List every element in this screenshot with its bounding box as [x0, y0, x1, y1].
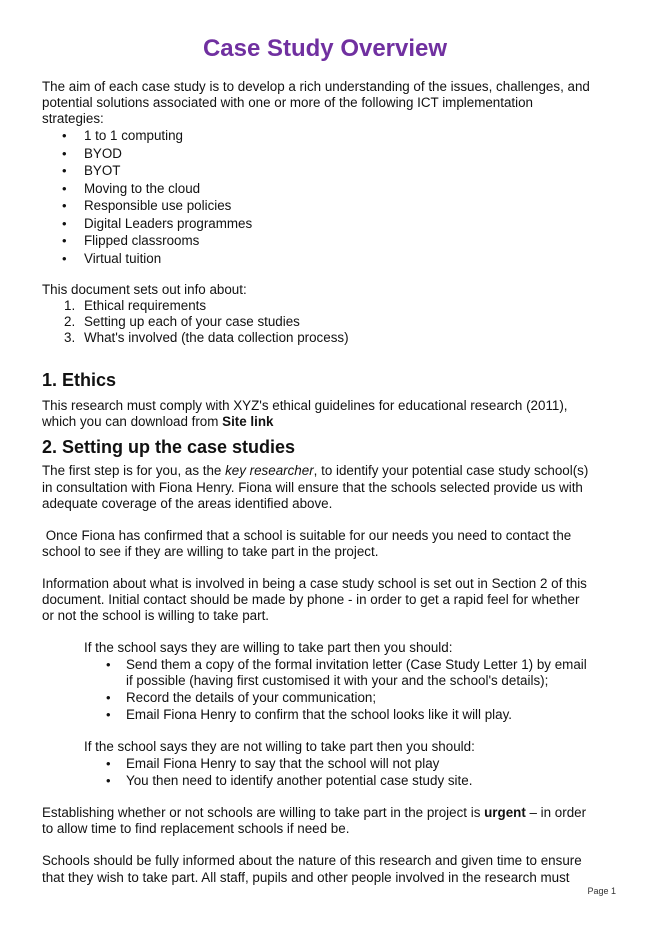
list-number: 3. — [64, 330, 76, 345]
list-item: Setting up each of your case studies — [84, 314, 300, 329]
text: Establishing whether or not schools are willing to take part in the project is — [42, 805, 485, 820]
list-item-cont: if possible (having first customised it with your and the school's details); — [126, 673, 549, 688]
setup-line — [42, 805, 586, 821]
setup-line: that they wish to take part. All staff, pupils and other people involved in the research must — [42, 870, 570, 885]
setup-line: Once Fiona has confirmed that a school is suitable for our needs you need to contact the — [42, 528, 572, 543]
intro-line: strategies: — [42, 111, 104, 126]
bullet-icon: • — [62, 146, 67, 161]
ethics-line — [42, 414, 274, 430]
bullet-icon: • — [106, 690, 111, 705]
list-item: Moving to the cloud — [84, 181, 201, 196]
list-number: 2. — [64, 314, 76, 329]
intro-line: potential solutions associated with one or more of the following ICT implementation — [42, 95, 534, 110]
list-item: You then need to identify another potential case study site. — [126, 773, 473, 788]
bullet-icon: • — [106, 657, 111, 672]
list-item: What's involved (the data collection process) — [84, 330, 349, 345]
list-item: Ethical requirements — [84, 298, 207, 313]
bullet-icon: • — [62, 251, 67, 266]
setup-line: to allow time to find replacement schools if need be. — [42, 821, 350, 836]
text: , to identify your potential case study school(s) — [313, 463, 589, 478]
list-item: 1 to 1 computing — [84, 128, 184, 143]
setup-line — [42, 463, 588, 479]
intro-line: The aim of each case study is to develop a rich understanding of the issues, challenges, and — [42, 79, 590, 94]
bullet-icon: • — [106, 773, 111, 788]
no-intro: If the school says they are not willing to take part then you should: — [84, 739, 475, 754]
bullet-icon: • — [62, 216, 67, 231]
ethics-line: This research must comply with XYZ's ethical guidelines for educational research (2011), — [42, 398, 568, 413]
bullet-icon: • — [62, 181, 67, 196]
list-item: Virtual tuition — [84, 251, 162, 266]
site-link[interactable]: Site link — [222, 414, 274, 429]
bullet-icon: • — [106, 707, 111, 722]
setup-line: school to see if they are willing to take part in the project. — [42, 544, 379, 559]
page-title: Case Study Overview — [202, 35, 448, 62]
yes-intro: If the school says they are willing to take part then you should: — [84, 640, 453, 655]
list-item: Digital Leaders programmes — [84, 216, 253, 231]
setup-heading: 2. Setting up the case studies — [42, 437, 296, 457]
setup-line: Schools should be fully informed about the nature of this research and given time to ensure — [42, 853, 582, 868]
setup-line: or not the school is willing to take part. — [42, 608, 270, 623]
list-item: Record the details of your communication; — [126, 690, 377, 705]
list-item: Email Fiona Henry to say that the school will not play — [126, 756, 440, 771]
text: The first step is for you, as the — [42, 463, 226, 478]
setup-line: document. Initial contact should be made by phone - in order to get a rapid feel for whether — [42, 592, 580, 607]
ethics-text: which you can download from — [42, 414, 223, 429]
list-number: 1. — [64, 298, 76, 313]
ethics-heading: 1. Ethics — [42, 370, 117, 390]
setup-line: adequate coverage of the areas identified above. — [42, 496, 333, 511]
emphasis: key researcher — [225, 463, 314, 478]
list-item: Flipped classrooms — [84, 233, 200, 248]
page-number: Page 1 — [587, 886, 616, 896]
list-item: Email Fiona Henry to confirm that the school looks like it will play. — [126, 707, 513, 722]
text: – in order — [525, 805, 587, 820]
bullet-icon: • — [62, 163, 67, 178]
setup-line: Information about what is involved in being a case study school is set out in Section 2 of this — [42, 576, 587, 591]
list-item: BYOD — [84, 146, 122, 161]
setup-line: in consultation with Fiona Henry. Fiona will ensure that the schools selected provide us with — [42, 480, 583, 495]
list-item: Responsible use policies — [84, 198, 232, 213]
bullet-icon: • — [62, 233, 67, 248]
bullet-icon: • — [106, 756, 111, 771]
list-item: Send them a copy of the formal invitation letter (Case Study Letter 1) by email — [126, 657, 587, 672]
bullet-icon: • — [62, 128, 67, 143]
list-item: BYOT — [84, 163, 121, 178]
sets-out-text: This document sets out info about: — [42, 282, 247, 297]
bullet-icon: • — [62, 198, 67, 213]
urgent-text: urgent — [484, 805, 526, 820]
